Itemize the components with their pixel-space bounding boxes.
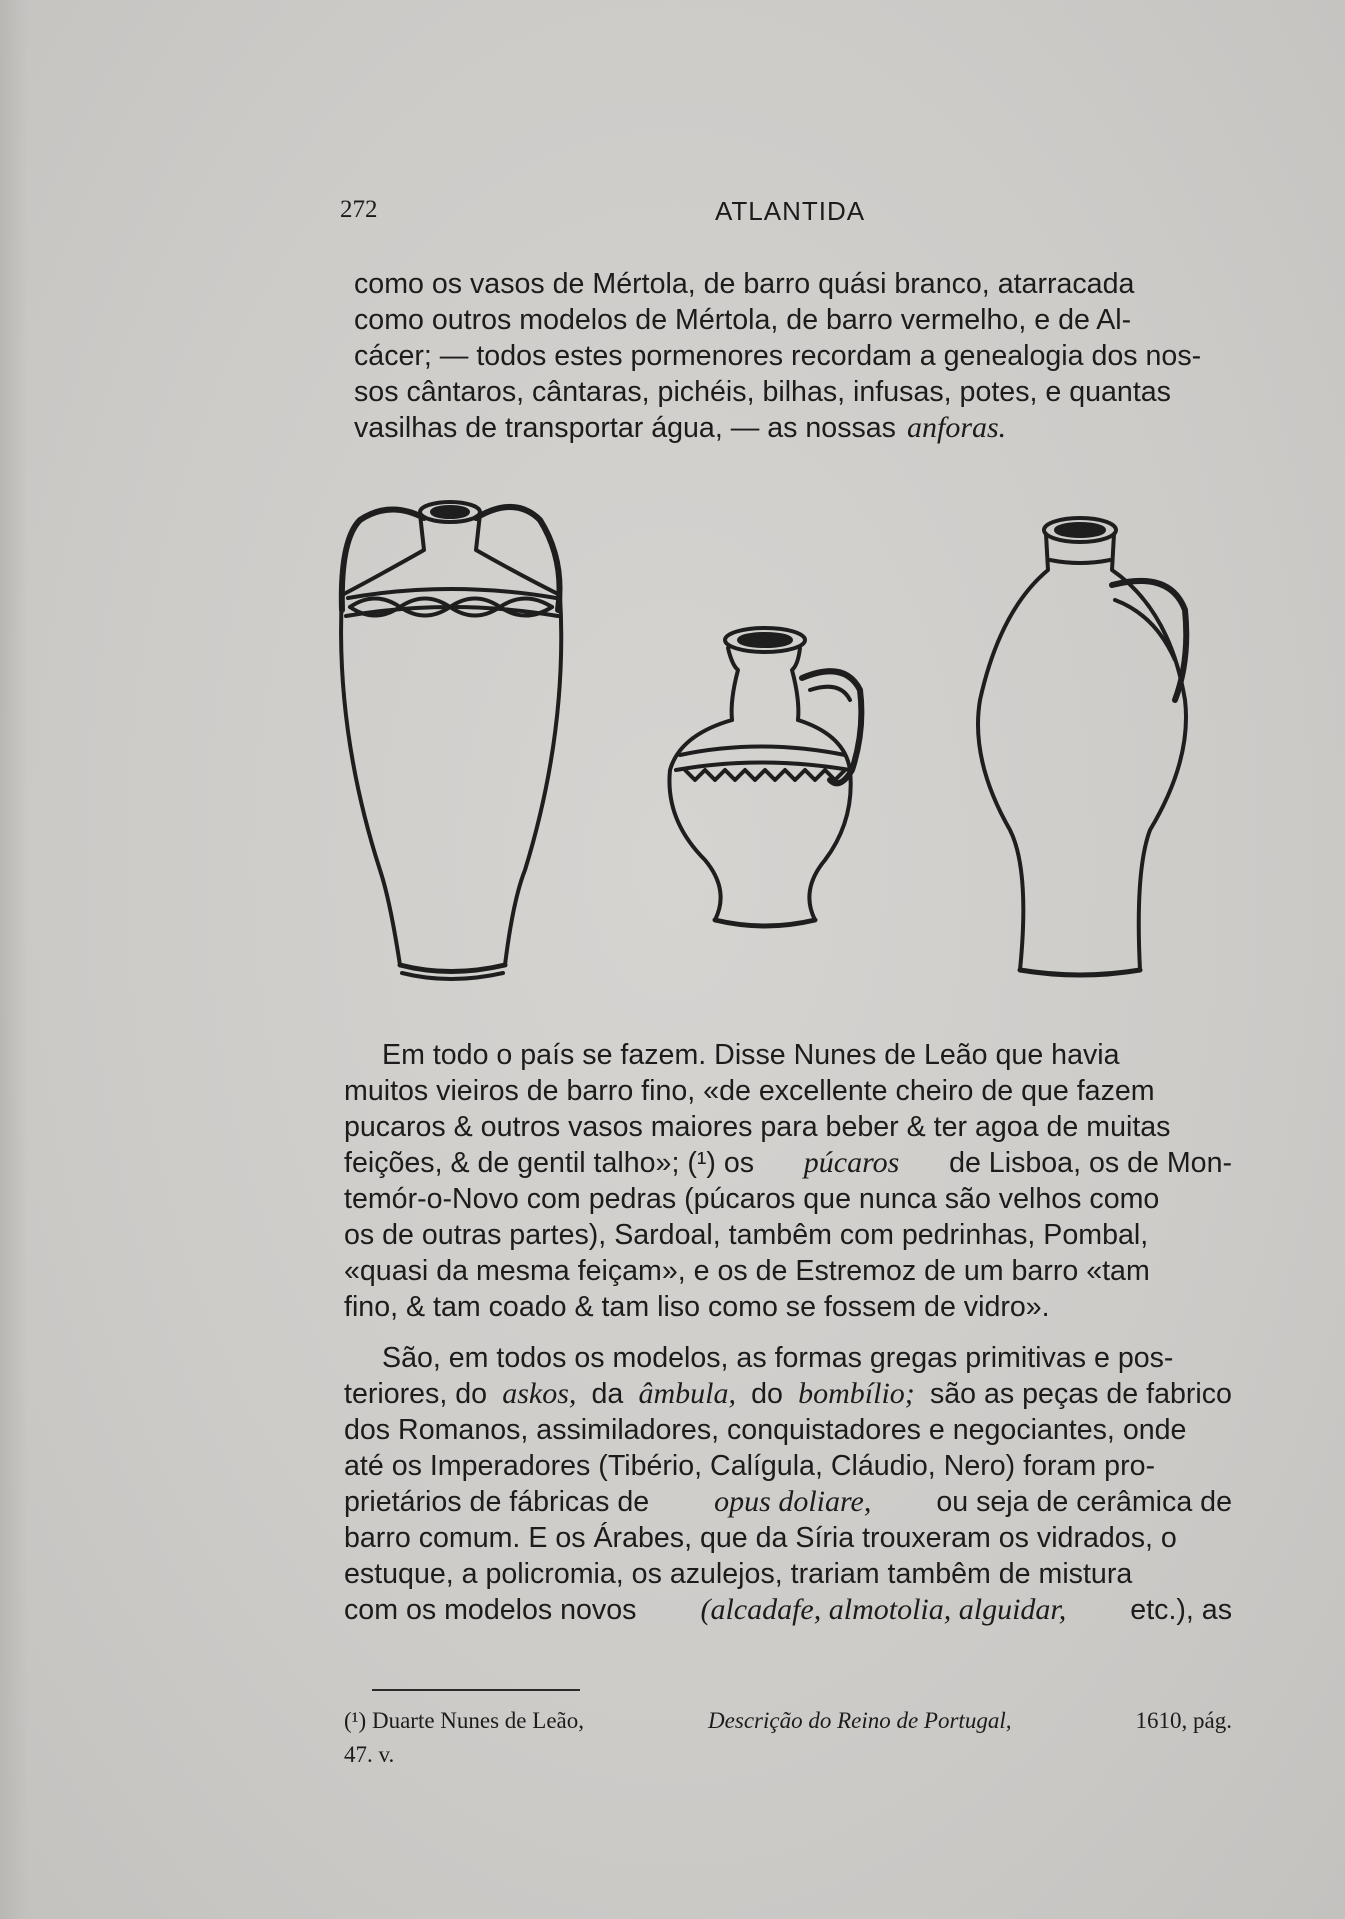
text-line: [354, 266, 1232, 302]
jug-drawing: [669, 628, 861, 926]
page-edge-shadow: [0, 0, 28, 1919]
paragraph-3: [344, 1340, 1232, 1628]
text-segment: etc.), as: [1130, 1594, 1232, 1626]
text-segment: prietários de fábricas de: [344, 1486, 650, 1518]
text-line: [354, 374, 1232, 410]
text-segment: feições, & de gentil talho»; (¹) os: [344, 1147, 755, 1179]
amphora-drawing: [341, 502, 561, 979]
text-segment: da: [591, 1378, 624, 1410]
italic-term: âmbula,: [638, 1377, 736, 1410]
text-segment: ou seja de cerâmica de: [936, 1486, 1232, 1518]
text-line: [344, 1376, 1232, 1412]
italic-term: askos,: [502, 1377, 577, 1410]
text-line: [344, 1520, 1232, 1556]
running-title: ATLANTIDA: [715, 196, 866, 226]
text-segment: temór-o-Novo com pedras (púcaros que nunca são velhos como: [344, 1183, 1160, 1215]
footnote-title: Descrição do Reino de Portugal,: [708, 1708, 1012, 1733]
text-segment: os de outras partes), Sardoal, tambêm com pedrinhas, Pombal,: [344, 1219, 1149, 1251]
text-segment: muitos vieiros de barro fino, «de excellente cheiro de que fazem: [344, 1075, 1155, 1107]
text-segment: com os modelos novos: [344, 1594, 637, 1626]
text-line: [354, 338, 1232, 374]
text-segment: como outros modelos de Mértola, de barro vermelho, e de Al-: [354, 304, 1132, 336]
text-line: [344, 1340, 1232, 1376]
text-line: [344, 1448, 1232, 1484]
text-segment: fino, & tam coado & tam liso como se fossem de vidro».: [344, 1291, 1050, 1323]
text-segment: Em todo o país se fazem. Disse Nunes de Leão que havia: [382, 1039, 1120, 1071]
flask-drawing: [978, 518, 1186, 975]
page-header: [340, 196, 1224, 230]
text-segment: sos cântaros, cântaras, pichéis, bilhas, infusas, potes, e quantas: [354, 376, 1171, 408]
text-segment: dos Romanos, assimiladores, conquistadores e negociantes, onde: [344, 1414, 1187, 1446]
page-number: 272: [340, 196, 378, 223]
italic-term: (alcadafe, almotolia, alguidar,: [700, 1593, 1067, 1626]
text-line: [344, 1412, 1232, 1448]
text-line: [354, 410, 1232, 446]
text-segment: até os Imperadores (Tibério, Calígula, Cláudio, Nero) foram pro-: [344, 1450, 1156, 1482]
text-segment: São, em todos os modelos, as formas gregas primitivas e pos-: [382, 1342, 1174, 1374]
italic-term: opus doliare,: [714, 1485, 872, 1518]
text-segment: são as peças de fabrico: [929, 1378, 1232, 1410]
text-line: [344, 1484, 1232, 1520]
footnote-segment: 1610, pág.: [1135, 1708, 1232, 1733]
vessels-illustration: [320, 480, 1250, 1000]
text-line: [344, 1037, 1232, 1073]
text-segment: cácer; — todos estes pormenores recordam a genealogia dos nos-: [354, 340, 1202, 372]
text-segment: do: [751, 1378, 783, 1410]
text-line: [344, 1253, 1232, 1289]
footnote-line: 47. v.: [344, 1742, 395, 1767]
text-segment: «quasi da mesma feiçam», e os de Estremoz de um barro «tam: [344, 1255, 1150, 1287]
text-line: [344, 1109, 1232, 1145]
text-segment: pucaros & outros vasos maiores para beber & ter agoa de muitas: [344, 1111, 1171, 1143]
text-line: [344, 1592, 1232, 1628]
footnote-segment: (¹) Duarte Nunes de Leão,: [344, 1708, 584, 1733]
text-segment: estuque, a policromia, os azulejos, trariam tambêm de mistura: [344, 1558, 1133, 1590]
text-segment: teriores, do: [344, 1378, 488, 1410]
text-line: [344, 1073, 1232, 1109]
paragraph-1: [354, 266, 1232, 446]
italic-term: anforas.: [906, 411, 1007, 444]
text-line: [354, 302, 1232, 338]
text-segment: barro comum. E os Árabes, que da Síria trouxeram os vidrados, o: [344, 1522, 1177, 1554]
text-line: [344, 1289, 1232, 1325]
text-line: [344, 1181, 1232, 1217]
text-line: [344, 1145, 1232, 1181]
text-segment: vasilhas de transportar água, — as nossas: [354, 412, 896, 444]
footnote-rule: [372, 1689, 580, 1691]
italic-term: púcaros: [803, 1146, 900, 1179]
paragraph-2: [344, 1037, 1232, 1325]
text-segment: como os vasos de Mértola, de barro quási branco, atarracada: [354, 268, 1135, 300]
text-line: [344, 1556, 1232, 1592]
footnote: [344, 1704, 1232, 1772]
italic-term: bombílio;: [798, 1377, 915, 1410]
text-line: [344, 1217, 1232, 1253]
text-segment: de Lisboa, os de Mon-: [949, 1147, 1232, 1179]
footnote-line: [344, 1704, 1232, 1738]
